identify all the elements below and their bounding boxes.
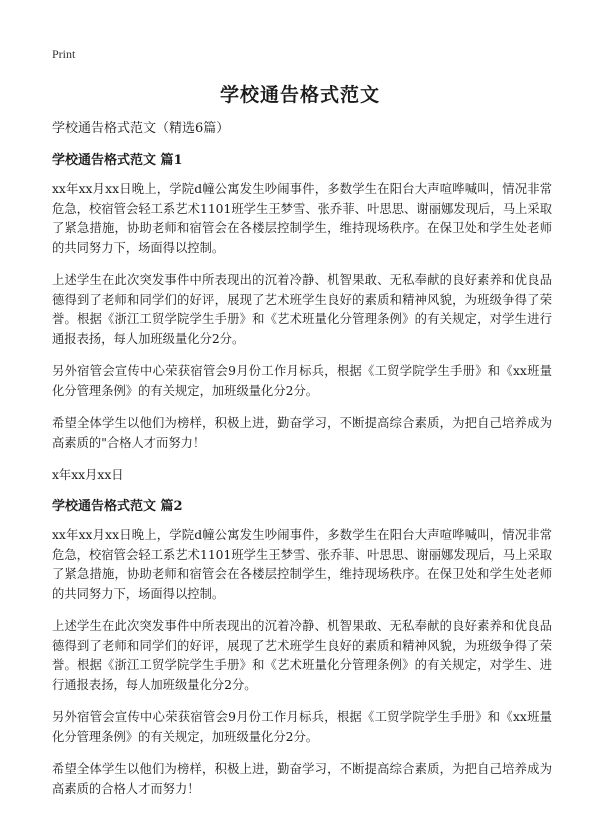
paragraph: xx年xx月xx日晚上，学院d幢公寓发生吵闹事件，多数学生在阳台大声喧哗喊叫，情况非常危急，校宿管会轻工系艺术1101班学生王梦雪、张乔菲、叶思思、谢丽娜发现后，马上采取了紧急措施，协助老师和宿管会在各楼层控制学生，维持现场秩序。在保卫处和学生处老师的共同努力下，场面得以控制。 bbox=[52, 528, 552, 601]
paragraph: 另外宿管会宣传中心荣获宿管会9月份工作月标兵，根据《工贸学院学生手册》和《xx班量化分管理条例》的有关规定，加班级量化分2分。 bbox=[52, 710, 552, 744]
paragraph: 上述学生在此次突发事件中所表现出的沉着冷静、机智果敢、无私奉献的良好素养和优良品德得到了老师和同学们的好评，展现了艺术班学生良好的素质和精神风貌，为班级争得了荣誉。根据《浙江工贸学院学生手册》和《艺术班量化分管理条例》的有关规定，对学生进行通报表扬，每人加班级量化分2分。 bbox=[52, 273, 552, 346]
page-title: 学校通告格式范文 bbox=[219, 84, 380, 106]
section-2 bbox=[52, 498, 552, 799]
print-link[interactable]: Print bbox=[52, 47, 76, 61]
document-body bbox=[52, 120, 552, 812]
section-heading: 学校通告格式范文 篇2 bbox=[52, 499, 183, 514]
paragraph: 另外宿管会宣传中心荣获宿管会9月份工作月标兵，根据《工贸学院学生手册》和《xx班量化分管理条例》的有关规定，加班级量化分2分。 bbox=[52, 364, 552, 398]
date-line: x年xx月xx日 bbox=[52, 468, 124, 482]
paragraph: 希望全体学生以他们为榜样，积极上进，勤奋学习，不断提高综合素质，为把自己培养成为高素质的合格人才而努力！ bbox=[52, 762, 552, 796]
section-1 bbox=[52, 152, 552, 484]
paragraph: xx年xx月xx日晚上，学院d幢公寓发生吵闹事件，多数学生在阳台大声喧哗喊叫，情况非常危急，校宿管会轻工系艺术1101班学生王梦雪、张乔菲、叶思思、谢丽娜发现后，马上采取了紧急措施，协助老师和宿管会在各楼层控制学生，维持现场秩序。在保卫处和学生处老师的共同努力下，场面得以控制。 bbox=[52, 182, 552, 255]
paragraph: 希望全体学生以他们为榜样，积极上进，勤奋学习，不断提高综合素质，为把自己培养成为高素质的"合格人才而努力！ bbox=[52, 416, 552, 450]
section-heading: 学校通告格式范文 篇1 bbox=[52, 153, 183, 168]
document-subtitle: 学校通告格式范文（精选6篇） bbox=[52, 121, 230, 136]
paragraph: 上述学生在此次突发事件中所表现出的沉着冷静、机智果敢、无私奉献的良好素养和优良品德得到了老师和同学们的好评，展现了艺术班学生良好的素质和精神风貌，为班级争得了荣誉。根据《浙江工贸学院学生手册》和《艺术班量化分管理条例》的有关规定，对学生、进行通报表扬，每人加班级量化分2分。 bbox=[52, 619, 552, 692]
